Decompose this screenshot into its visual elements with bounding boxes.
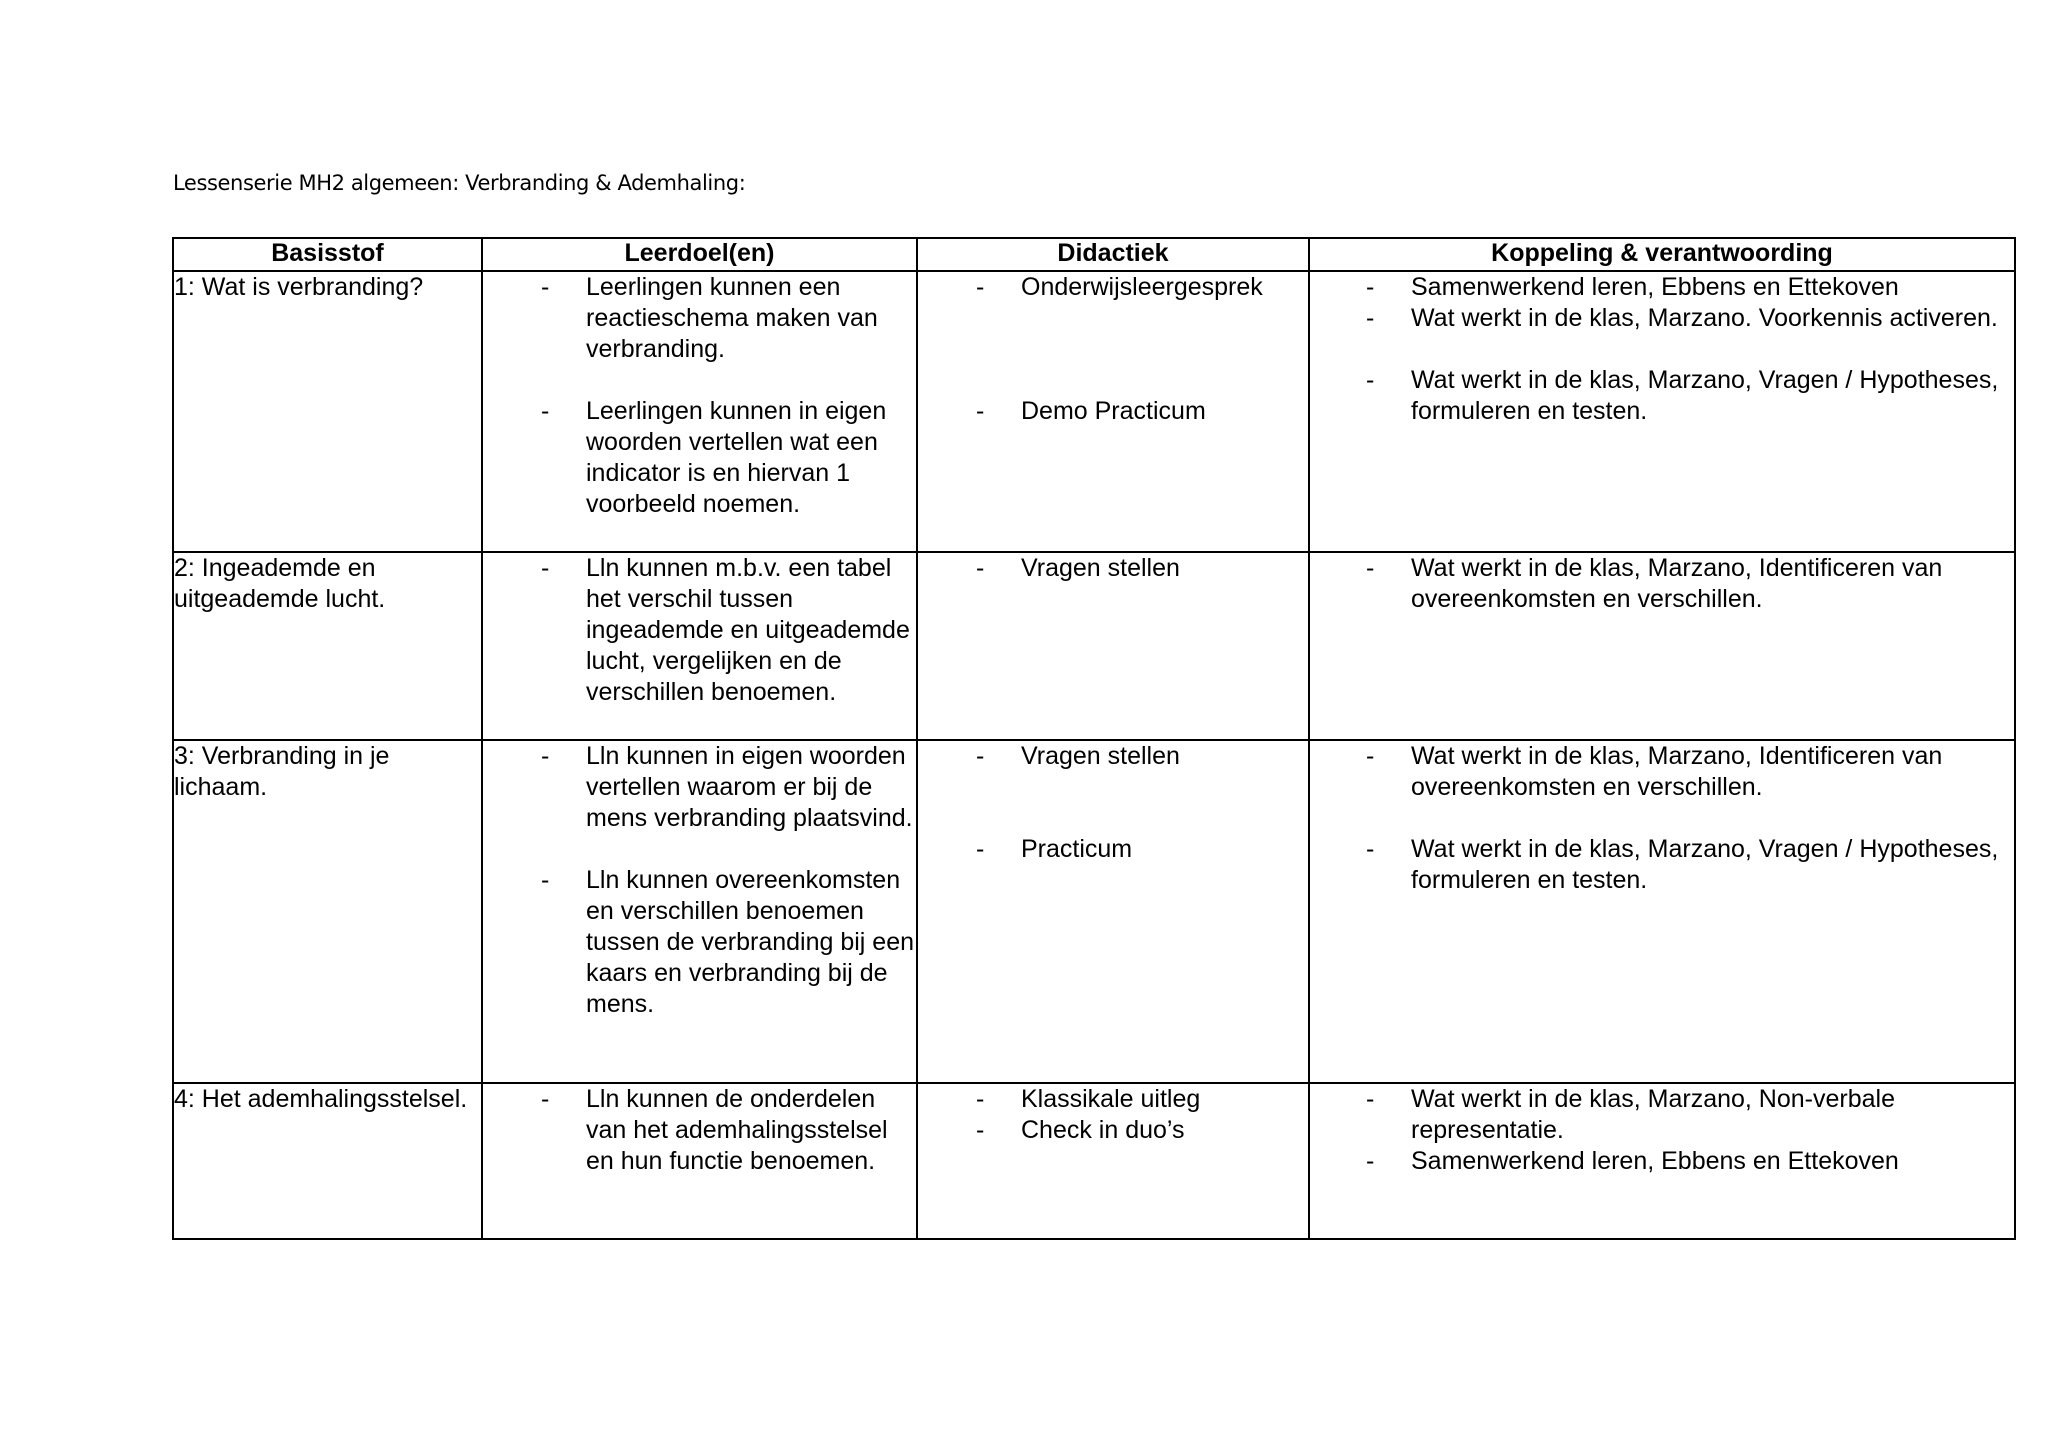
link-text: Wat werkt in de klas, Marzano, Non-verbale representatie.	[1411, 1085, 1895, 1144]
list-item	[1310, 303, 2014, 334]
didactic-text: Onderwijsleergesprek	[1021, 273, 1263, 301]
link-text: Wat werkt in de klas, Marzano, Vragen / Hypotheses, formuleren en testen.	[1411, 835, 1999, 894]
dash-bullet-icon: -	[976, 273, 985, 301]
dash-bullet-icon: -	[1366, 742, 1375, 770]
goals-list	[483, 741, 916, 1020]
list-item	[483, 741, 916, 834]
dash-bullet-icon: -	[1366, 554, 1375, 582]
links-list	[1310, 741, 2014, 896]
dash-bullet-icon: -	[1366, 304, 1375, 332]
dash-bullet-icon: -	[976, 1116, 985, 1144]
topic-cell: 2: Ingeademde en uitgeademde lucht.	[173, 552, 482, 740]
list-item	[1310, 834, 2014, 896]
list-item	[483, 1084, 916, 1177]
dash-bullet-icon: -	[541, 273, 550, 301]
column-header-leerdoelen: Leerdoel(en)	[482, 238, 917, 271]
link-text: Wat werkt in de klas, Marzano, Vragen / Hypotheses, formuleren en testen.	[1411, 366, 1999, 425]
list-item	[918, 396, 1308, 427]
document-title: Lessenserie MH2 algemeen: Verbranding & Ademhaling:	[173, 171, 746, 195]
goals-cell	[482, 1083, 917, 1239]
link-text: Wat werkt in de klas, Marzano, Identificeren van overeenkomsten en verschillen.	[1411, 742, 1943, 801]
list-item	[918, 272, 1308, 303]
list-item	[918, 741, 1308, 772]
goals-list	[483, 553, 916, 708]
list-item	[1310, 365, 2014, 427]
dash-bullet-icon: -	[976, 835, 985, 863]
links-cell	[1309, 740, 2015, 1083]
list-item	[1310, 1146, 2014, 1177]
goal-text: Lln kunnen de onderdelen van het ademhalingsstelsel en hun functie benoemen.	[586, 1085, 888, 1175]
goal-text: Leerlingen kunnen een reactieschema maken van verbranding.	[586, 273, 878, 363]
didactic-text: Check in duo’s	[1021, 1116, 1185, 1144]
dash-bullet-icon: -	[976, 554, 985, 582]
links-cell	[1309, 552, 2015, 740]
table-row	[173, 1083, 2015, 1239]
didactic-text: Klassikale uitleg	[1021, 1085, 1201, 1113]
list-item	[918, 834, 1308, 865]
links-list	[1310, 272, 2014, 427]
goal-text: Lln kunnen m.b.v. een tabel het verschil tussen ingeademde en uitgeademde lucht, vergelijken en de verschillen benoemen.	[586, 554, 910, 706]
dash-bullet-icon: -	[976, 397, 985, 425]
topic-cell: 3: Verbranding in je lichaam.	[173, 740, 482, 1083]
didactic-text: Vragen stellen	[1021, 742, 1180, 770]
didactic-text: Vragen stellen	[1021, 554, 1180, 582]
dash-bullet-icon: -	[976, 742, 985, 770]
link-text: Samenwerkend leren, Ebbens en Ettekoven	[1411, 1147, 1899, 1175]
didactics-cell	[917, 1083, 1309, 1239]
list-item	[918, 1115, 1308, 1146]
link-text: Wat werkt in de klas, Marzano, Identificeren van overeenkomsten en verschillen.	[1411, 554, 1943, 613]
topic-cell: 4: Het ademhalingsstelsel.	[173, 1083, 482, 1239]
list-item	[483, 272, 916, 365]
goals-cell	[482, 552, 917, 740]
goal-text: Lln kunnen in eigen woorden vertellen waarom er bij de mens verbranding plaatsvind.	[586, 742, 913, 832]
didactics-cell	[917, 552, 1309, 740]
list-item	[483, 865, 916, 1020]
dash-bullet-icon: -	[1366, 1085, 1375, 1113]
goals-cell	[482, 740, 917, 1083]
column-header-didactiek: Didactiek	[917, 238, 1309, 271]
lesson-plan-table	[172, 237, 2016, 1240]
didactic-text: Practicum	[1021, 835, 1133, 863]
goals-list	[483, 272, 916, 520]
list-item	[483, 553, 916, 708]
list-item	[918, 553, 1308, 584]
links-cell	[1309, 1083, 2015, 1239]
dash-bullet-icon: -	[1366, 1147, 1375, 1175]
list-item	[483, 396, 916, 520]
dash-bullet-icon: -	[541, 397, 550, 425]
topic-cell: 1: Wat is verbranding?	[173, 271, 482, 552]
goal-text: Leerlingen kunnen in eigen woorden vertellen wat een indicator is en hiervan 1 voorbeeld noemen.	[586, 397, 887, 518]
dash-bullet-icon: -	[541, 742, 550, 770]
link-text: Samenwerkend leren, Ebbens en Ettekoven	[1411, 273, 1899, 301]
goal-text: Lln kunnen overeenkomsten en verschillen benoemen tussen de verbranding bij een kaars en verbranding bij de mens.	[586, 866, 915, 1018]
list-item	[1310, 553, 2014, 615]
didactics-list	[918, 741, 1308, 865]
dash-bullet-icon: -	[1366, 273, 1375, 301]
list-item	[918, 1084, 1308, 1115]
didactic-text: Demo Practicum	[1021, 397, 1206, 425]
goals-list	[483, 1084, 916, 1177]
table-row	[173, 552, 2015, 740]
links-cell	[1309, 271, 2015, 552]
goals-cell	[482, 271, 917, 552]
table-header-row	[173, 238, 2015, 271]
column-header-basisstof: Basisstof	[173, 238, 482, 271]
dash-bullet-icon: -	[541, 554, 550, 582]
links-list	[1310, 553, 2014, 615]
list-item	[1310, 741, 2014, 803]
dash-bullet-icon: -	[1366, 366, 1375, 394]
didactics-list	[918, 272, 1308, 427]
dash-bullet-icon: -	[541, 1085, 550, 1113]
column-header-koppeling: Koppeling & verantwoording	[1309, 238, 2015, 271]
table-row	[173, 271, 2015, 552]
didactics-list	[918, 1084, 1308, 1146]
didactics-cell	[917, 740, 1309, 1083]
dash-bullet-icon: -	[976, 1085, 985, 1113]
table-row	[173, 740, 2015, 1083]
link-text: Wat werkt in de klas, Marzano. Voorkennis activeren.	[1411, 304, 1998, 332]
links-list	[1310, 1084, 2014, 1177]
list-item	[1310, 272, 2014, 303]
dash-bullet-icon: -	[541, 866, 550, 894]
didactics-list	[918, 553, 1308, 584]
list-item	[1310, 1084, 2014, 1146]
dash-bullet-icon: -	[1366, 835, 1375, 863]
didactics-cell	[917, 271, 1309, 552]
